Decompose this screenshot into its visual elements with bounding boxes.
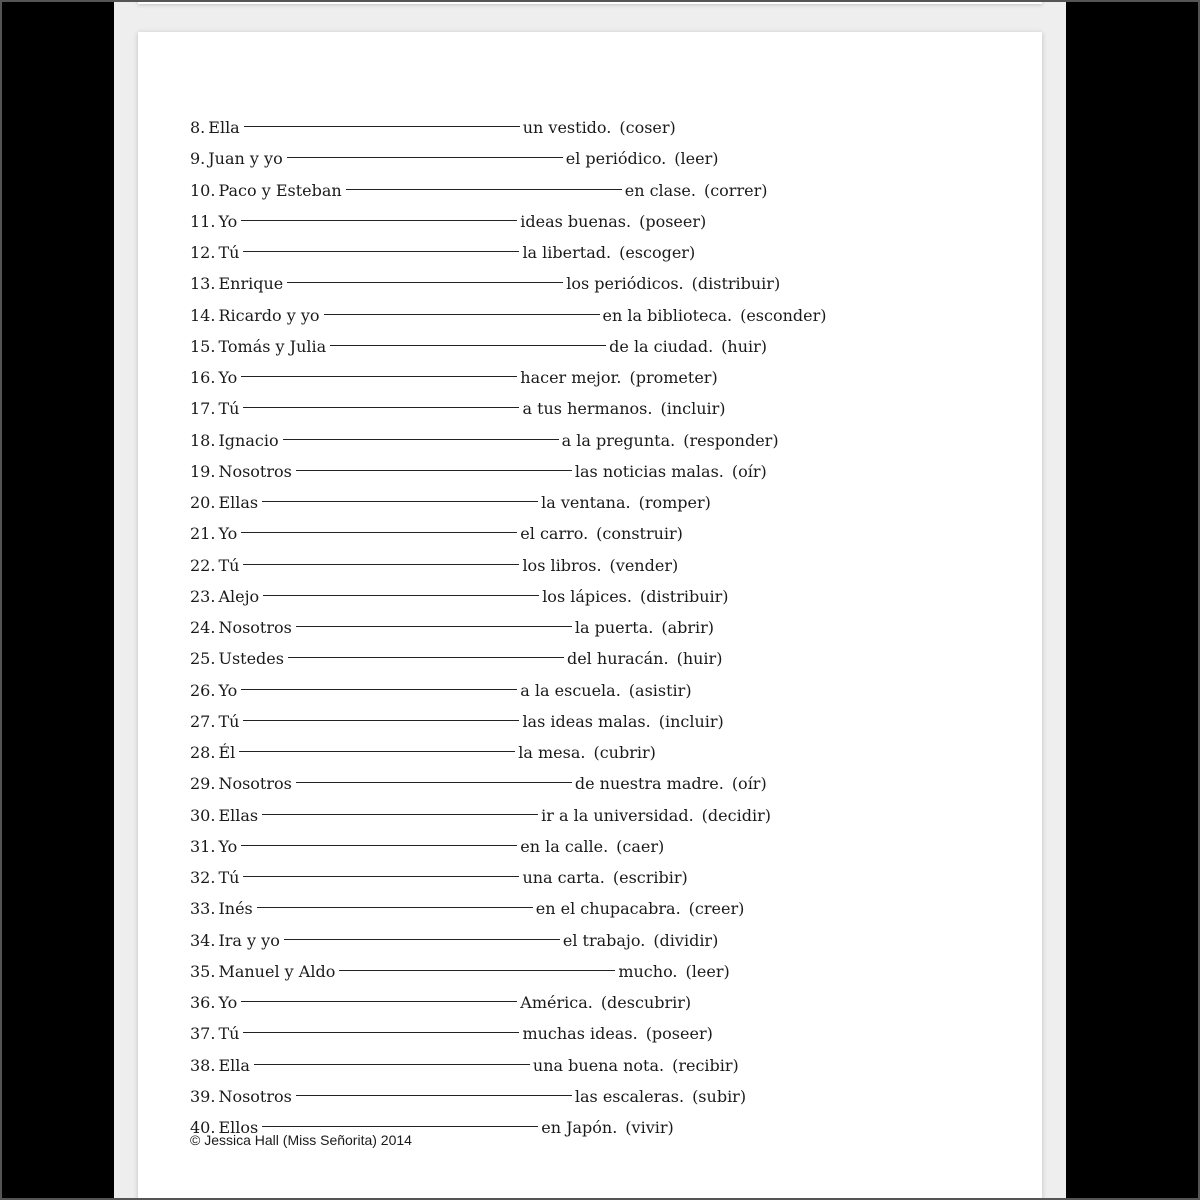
item-complement: las noticias malas. xyxy=(574,461,724,481)
item-complement: a la pregunta. xyxy=(561,430,676,450)
item-complement: de la ciudad. xyxy=(609,336,714,356)
answer-blank[interactable] xyxy=(346,189,622,190)
item-subject: Nosotros xyxy=(218,618,292,637)
answer-blank[interactable] xyxy=(254,1064,530,1065)
answer-blank[interactable] xyxy=(287,157,563,158)
answer-blank[interactable] xyxy=(288,657,564,658)
item-complement: la libertad. xyxy=(522,243,612,262)
item-complement: la puerta. xyxy=(574,618,654,637)
item-subject: Inés xyxy=(218,899,253,919)
item-number: 25. xyxy=(190,649,216,669)
previous-page-edge xyxy=(138,0,1042,4)
answer-blank[interactable] xyxy=(296,470,572,471)
item-complement: en Japón. xyxy=(541,1118,618,1137)
item-complement: el carro. xyxy=(520,524,589,544)
item-verb-hint: (vender) xyxy=(609,555,679,575)
item-complement: de nuestra madre. xyxy=(574,774,724,794)
item-complement: ir a la universidad. xyxy=(541,805,694,825)
item-subject: Tú xyxy=(218,711,240,731)
item-number: 21. xyxy=(190,524,216,544)
answer-blank[interactable] xyxy=(262,1126,538,1127)
answer-blank[interactable] xyxy=(284,939,560,940)
item-number: 29. xyxy=(190,774,216,794)
item-subject: Ustedes xyxy=(218,649,284,669)
item-subject: Ricardo y yo xyxy=(218,305,320,325)
answer-blank[interactable] xyxy=(324,314,600,315)
item-number: 40. xyxy=(190,1118,216,1137)
item-verb-hint: (descubrir) xyxy=(600,993,692,1012)
exercise-item xyxy=(190,893,827,924)
item-number: 14. xyxy=(190,305,216,325)
exercise-item xyxy=(190,206,827,237)
exercise-item xyxy=(190,1018,827,1049)
item-verb-hint: (oír) xyxy=(731,774,767,794)
item-verb-hint: (poseer) xyxy=(645,1024,713,1044)
answer-blank[interactable] xyxy=(296,626,572,627)
exercise-item xyxy=(190,1081,827,1112)
item-number: 19. xyxy=(190,461,216,481)
item-number: 30. xyxy=(190,805,216,825)
exercise-item xyxy=(190,331,827,362)
item-complement: los libros. xyxy=(522,555,602,575)
exercise-item xyxy=(190,175,827,206)
exercise-item xyxy=(190,956,827,987)
item-number: 39. xyxy=(190,1086,216,1106)
item-number: 28. xyxy=(190,743,216,762)
item-subject: Yo xyxy=(218,524,238,544)
item-number: 27. xyxy=(190,711,216,731)
copyright-footer: © Jessica Hall (Miss Señorita) 2014 xyxy=(190,1132,412,1148)
answer-blank[interactable] xyxy=(263,595,539,596)
exercise-item xyxy=(190,768,827,799)
item-number: 24. xyxy=(190,618,216,637)
item-verb-hint: (distribuir) xyxy=(639,586,729,606)
answer-blank[interactable] xyxy=(296,1095,572,1096)
exercise-item xyxy=(190,393,827,424)
item-subject: Ignacio xyxy=(218,430,279,450)
answer-blank[interactable] xyxy=(244,126,520,127)
item-subject: Alejo xyxy=(218,586,260,606)
item-number: 17. xyxy=(190,399,216,419)
item-complement: la ventana. xyxy=(541,493,631,512)
item-subject: Él xyxy=(218,743,236,762)
exercise-item xyxy=(190,237,827,268)
item-subject: Ellas xyxy=(218,805,259,825)
answer-blank[interactable] xyxy=(243,407,519,408)
item-number: 15. xyxy=(190,336,216,356)
item-complement: América. xyxy=(520,993,593,1012)
item-complement: las ideas malas. xyxy=(522,711,651,731)
item-verb-hint: (leer) xyxy=(674,149,719,169)
item-number: 12. xyxy=(190,243,216,262)
item-number: 38. xyxy=(190,1055,216,1075)
item-verb-hint: (recibir) xyxy=(672,1055,739,1075)
item-subject: Paco y Esteban xyxy=(218,180,342,200)
exercise-item xyxy=(190,300,827,331)
item-subject: Yo xyxy=(218,836,238,856)
item-complement: los periódicos. xyxy=(566,274,684,294)
exercise-item xyxy=(190,268,827,299)
item-complement: hacer mejor. xyxy=(520,368,622,387)
item-subject: Juan y yo xyxy=(208,149,283,169)
item-complement: ideas buenas. xyxy=(520,211,632,231)
item-complement: el periódico. xyxy=(565,149,667,169)
item-complement: a la escuela. xyxy=(520,680,621,700)
item-subject: Ella xyxy=(208,118,240,137)
answer-blank[interactable] xyxy=(283,439,559,440)
exercise-item xyxy=(190,706,827,737)
item-verb-hint: (asistir) xyxy=(628,680,692,700)
answer-blank[interactable] xyxy=(262,814,538,815)
answer-blank[interactable] xyxy=(241,689,517,690)
item-subject: Nosotros xyxy=(218,461,292,481)
item-subject: Enrique xyxy=(218,274,284,294)
item-verb-hint: (poseer) xyxy=(639,211,707,231)
answer-blank[interactable] xyxy=(241,376,517,377)
item-number: 35. xyxy=(190,961,216,981)
item-subject: Tú xyxy=(218,1024,240,1044)
viewer-canvas[interactable] xyxy=(114,0,1066,1200)
item-subject: Manuel y Aldo xyxy=(218,961,336,981)
item-complement: una carta. xyxy=(522,868,605,887)
worksheet-page xyxy=(138,32,1042,1200)
item-verb-hint: (huir) xyxy=(721,336,768,356)
item-complement: en clase. xyxy=(624,180,696,200)
item-verb-hint: (vivir) xyxy=(625,1118,674,1137)
answer-blank[interactable] xyxy=(243,564,519,565)
item-verb-hint: (prometer) xyxy=(629,368,718,387)
exercise-item xyxy=(190,550,827,581)
exercise-item xyxy=(190,831,827,862)
exercise-item xyxy=(190,862,827,893)
exercise-item xyxy=(190,112,827,143)
answer-blank[interactable] xyxy=(239,751,515,752)
item-number: 16. xyxy=(190,368,216,387)
item-complement: la mesa. xyxy=(518,743,586,762)
exercise-item xyxy=(190,362,827,393)
exercise-item xyxy=(190,925,827,956)
item-number: 26. xyxy=(190,680,216,700)
item-number: 18. xyxy=(190,430,216,450)
item-complement: mucho. xyxy=(618,961,678,981)
answer-blank[interactable] xyxy=(262,501,538,502)
answer-blank[interactable] xyxy=(287,282,563,283)
item-number: 34. xyxy=(190,930,216,950)
answer-blank[interactable] xyxy=(241,532,517,533)
item-complement: del huracán. xyxy=(566,649,669,669)
item-verb-hint: (cubrir) xyxy=(593,743,656,762)
exercise-item xyxy=(190,518,827,549)
item-verb-hint: (huir) xyxy=(676,649,723,669)
item-verb-hint: (coser) xyxy=(619,118,676,137)
exercise-item xyxy=(190,1050,827,1081)
item-verb-hint: (decidir) xyxy=(701,805,771,825)
item-verb-hint: (escoger) xyxy=(619,243,696,262)
item-number: 10. xyxy=(190,180,216,200)
item-number: 32. xyxy=(190,868,216,887)
item-complement: en la calle. xyxy=(520,836,609,856)
exercise-item xyxy=(190,425,827,456)
item-verb-hint: (abrir) xyxy=(661,618,715,637)
item-verb-hint: (creer) xyxy=(688,899,745,919)
item-subject: Nosotros xyxy=(218,774,292,794)
answer-blank[interactable] xyxy=(296,782,572,783)
item-complement: un vestido. xyxy=(522,118,612,137)
exercise-item xyxy=(190,487,827,518)
item-number: 20. xyxy=(190,493,216,512)
item-number: 11. xyxy=(190,211,216,231)
item-verb-hint: (dividir) xyxy=(653,930,719,950)
item-complement: muchas ideas. xyxy=(522,1024,638,1044)
item-number: 36. xyxy=(190,993,216,1012)
exercise-item xyxy=(190,456,827,487)
item-verb-hint: (subir) xyxy=(692,1086,747,1106)
answer-blank[interactable] xyxy=(241,1001,517,1002)
item-verb-hint: (responder) xyxy=(683,430,779,450)
item-subject: Yo xyxy=(218,680,238,700)
item-verb-hint: (distribuir) xyxy=(691,274,781,294)
answer-blank[interactable] xyxy=(241,845,517,846)
item-number: 13. xyxy=(190,274,216,294)
item-number: 37. xyxy=(190,1024,216,1044)
item-verb-hint: (oír) xyxy=(731,461,767,481)
item-subject: Ellos xyxy=(218,1118,259,1137)
answer-blank[interactable] xyxy=(243,251,519,252)
item-verb-hint: (escribir) xyxy=(612,868,688,887)
answer-blank[interactable] xyxy=(330,345,606,346)
answer-blank[interactable] xyxy=(243,720,519,721)
item-number: 31. xyxy=(190,836,216,856)
item-verb-hint: (incluir) xyxy=(660,399,726,419)
item-verb-hint: (incluir) xyxy=(658,711,724,731)
answer-blank[interactable] xyxy=(339,970,615,971)
item-subject: Tú xyxy=(218,555,240,575)
exercise-item xyxy=(190,143,827,174)
exercise-item xyxy=(190,581,827,612)
item-number: 8. xyxy=(190,118,206,137)
item-complement: en el chupacabra. xyxy=(535,899,681,919)
item-complement: los lápices. xyxy=(542,586,632,606)
item-subject: Tú xyxy=(218,399,240,419)
item-subject: Nosotros xyxy=(218,1086,292,1106)
item-number: 9. xyxy=(190,149,206,169)
exercise-item xyxy=(190,737,827,768)
answer-blank[interactable] xyxy=(243,876,519,877)
answer-blank[interactable] xyxy=(257,907,533,908)
answer-blank[interactable] xyxy=(241,220,517,221)
item-number: 22. xyxy=(190,555,216,575)
item-subject: Ella xyxy=(218,1055,250,1075)
answer-blank[interactable] xyxy=(243,1032,519,1033)
item-verb-hint: (correr) xyxy=(703,180,768,200)
exercise-item xyxy=(190,987,827,1018)
exercise-item xyxy=(190,800,827,831)
item-subject: Ellas xyxy=(218,493,259,512)
item-complement: el trabajo. xyxy=(562,930,646,950)
item-subject: Tú xyxy=(218,243,240,262)
item-subject: Yo xyxy=(218,368,238,387)
item-subject: Ira y yo xyxy=(218,930,280,950)
item-verb-hint: (romper) xyxy=(638,493,711,512)
item-complement: una buena nota. xyxy=(532,1055,665,1075)
item-subject: Yo xyxy=(218,993,238,1012)
item-complement: las escaleras. xyxy=(574,1086,685,1106)
item-verb-hint: (caer) xyxy=(616,836,665,856)
item-verb-hint: (construir) xyxy=(596,524,683,544)
exercise-item xyxy=(190,643,827,674)
item-verb-hint: (leer) xyxy=(685,961,730,981)
exercise-item xyxy=(190,612,827,643)
item-subject: Tú xyxy=(218,868,240,887)
item-complement: a tus hermanos. xyxy=(522,399,653,419)
item-number: 33. xyxy=(190,899,216,919)
item-number: 23. xyxy=(190,586,216,606)
item-verb-hint: (esconder) xyxy=(740,305,827,325)
exercise-item xyxy=(190,675,827,706)
item-subject: Yo xyxy=(218,211,238,231)
item-subject: Tomás y Julia xyxy=(218,336,327,356)
item-complement: en la biblioteca. xyxy=(602,305,733,325)
exercise-list xyxy=(190,112,827,1143)
